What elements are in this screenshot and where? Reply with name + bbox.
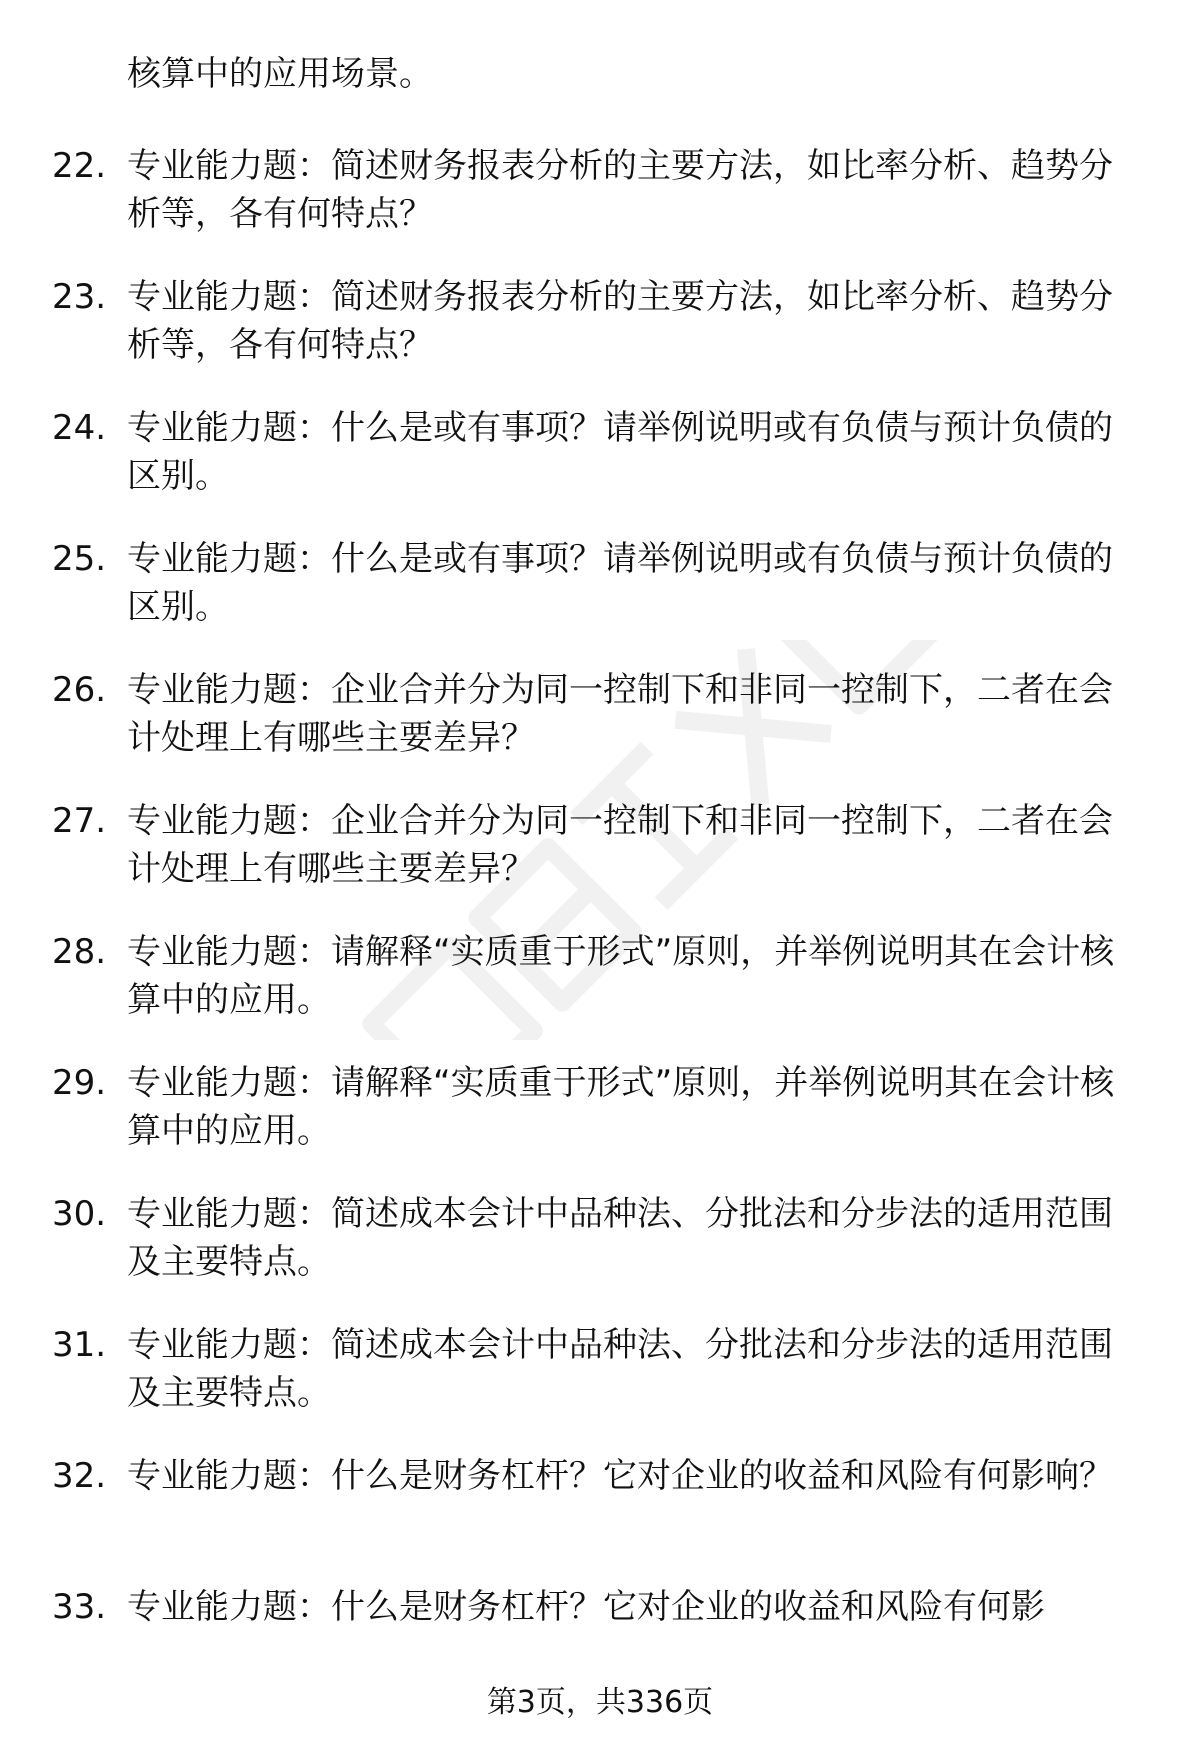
question-list	[0, 142, 1200, 1714]
list-item	[0, 928, 1200, 1059]
list-item	[0, 1321, 1200, 1452]
question-number: 32.	[52, 1456, 107, 1496]
question-number: 24.	[52, 408, 107, 448]
list-item	[0, 666, 1200, 797]
question-number: 30.	[52, 1194, 107, 1234]
question-number: 26.	[52, 670, 107, 710]
question-text: 专业能力题：请解释“实质重于形式”原则，并举例说明其在会计核算中的应用。	[127, 932, 1115, 1020]
question-text: 专业能力题：简述财务报表分析的主要方法，如比率分析、趋势分析等，各有何特点？	[127, 146, 1113, 234]
question-text: 专业能力题：简述财务报表分析的主要方法，如比率分析、趋势分析等，各有何特点？	[127, 277, 1113, 365]
question-text: 专业能力题：什么是财务杠杆？它对企业的收益和风险有何影响？	[127, 1456, 1113, 1496]
page-indicator: 第3页，共336页	[486, 1685, 714, 1720]
question-text: 专业能力题：什么是或有事项？请举例说明或有负债与预计负债的区别。	[127, 408, 1113, 496]
question-text: 专业能力题：什么是或有事项？请举例说明或有负债与预计负债的区别。	[127, 539, 1113, 627]
question-text: 专业能力题：请解释“实质重于形式”原则，并举例说明其在会计核算中的应用。	[127, 1063, 1115, 1151]
question-text: 专业能力题：企业合并分为同一控制下和非同一控制下，二者在会计处理上有哪些主要差异？	[127, 670, 1113, 758]
question-text: 专业能力题：企业合并分为同一控制下和非同一控制下，二者在会计处理上有哪些主要差异？	[127, 801, 1113, 889]
question-text: 专业能力题：什么是财务杠杆？它对企业的收益和风险有何影	[127, 1587, 1045, 1627]
question-number: 23.	[52, 277, 107, 317]
question-number: 22.	[52, 146, 107, 186]
list-item	[0, 1190, 1200, 1321]
list-item	[0, 1059, 1200, 1190]
continuation-text: 核算中的应用场景。	[127, 54, 433, 94]
list-item	[0, 273, 1200, 404]
list-item	[0, 404, 1200, 535]
question-number: 29.	[52, 1063, 107, 1103]
question-number: 27.	[52, 801, 107, 841]
list-item	[0, 142, 1200, 273]
list-item	[0, 797, 1200, 928]
question-text: 专业能力题：简述成本会计中品种法、分批法和分步法的适用范围及主要特点。	[127, 1194, 1113, 1282]
question-number: 33.	[52, 1587, 107, 1627]
question-text: 专业能力题：简述成本会计中品种法、分批法和分步法的适用范围及主要特点。	[127, 1325, 1113, 1413]
list-item	[0, 1452, 1200, 1583]
question-number: 28.	[52, 932, 107, 972]
question-number: 25.	[52, 539, 107, 579]
question-number: 31.	[52, 1325, 107, 1365]
list-item	[0, 535, 1200, 666]
